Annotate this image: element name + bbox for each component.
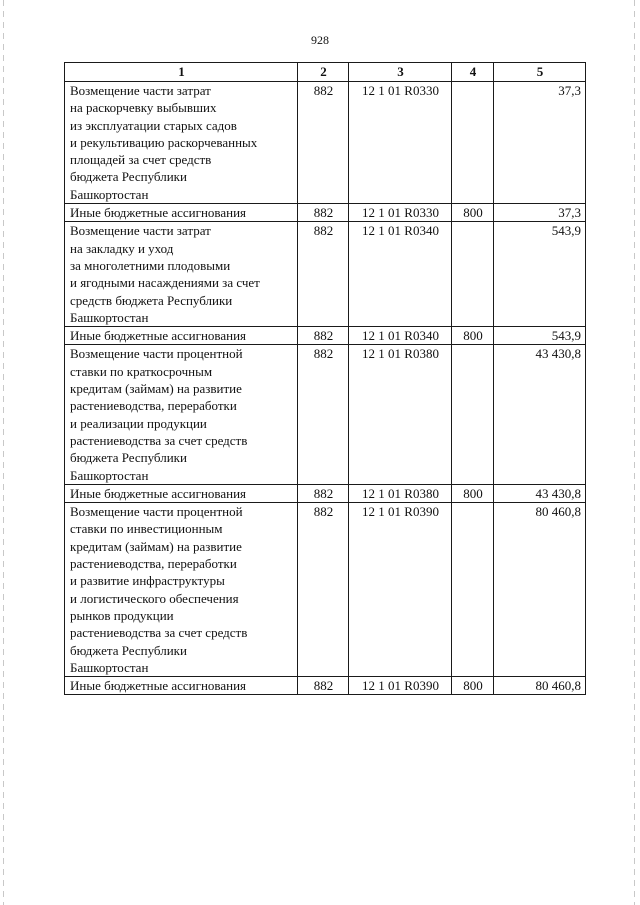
table-row [65,503,586,677]
row-target-article: 12 1 01 R0380 [349,484,452,502]
row-amount: 543,9 [494,327,586,345]
row-ministry-code: 882 [298,204,349,222]
row-target-article: 12 1 01 R0340 [349,222,452,327]
row-expense-type: 800 [452,327,494,345]
table-row [65,82,586,204]
right-scan-edge [634,0,635,905]
row-name: Иные бюджетные ассигнования [65,484,298,502]
row-ministry-code: 882 [298,345,349,484]
table-row [65,222,586,327]
row-amount: 543,9 [494,222,586,327]
page-number: 928 [311,33,329,47]
row-ministry-code: 882 [298,503,349,677]
row-ministry-code: 882 [298,327,349,345]
column-header-4: 4 [452,63,494,82]
table-row [65,327,586,345]
row-amount: 37,3 [494,204,586,222]
budget-table [64,62,586,695]
row-ministry-code: 882 [298,222,349,327]
row-ministry-code: 882 [298,484,349,502]
row-target-article: 12 1 01 R0390 [349,677,452,695]
row-amount: 80 460,8 [494,503,586,677]
row-ministry-code: 882 [298,677,349,695]
row-target-article: 12 1 01 R0340 [349,327,452,345]
row-expense-type [452,345,494,484]
header-row [65,63,586,82]
row-expense-type [452,503,494,677]
row-expense-type [452,82,494,204]
row-target-article: 12 1 01 R0330 [349,82,452,204]
row-name: Возмещение части процентной ставки по краткосрочным кредитам (займам) на развитие растениеводства, переработки и реализации продукции растениеводства за счет средств бюджета Республики Башкортостан [65,345,298,484]
column-header-2: 2 [298,63,349,82]
row-expense-type [452,222,494,327]
table-row [65,484,586,502]
row-name: Возмещение части затрат на раскорчевку выбывших из эксплуатации старых садов и рекультивацию раскорчеванных площадей за счет средств бюджета Республики Башкортостан [65,82,298,204]
left-scan-edge [3,0,4,905]
row-ministry-code: 882 [298,82,349,204]
column-header-1: 1 [65,63,298,82]
column-header-3: 3 [349,63,452,82]
row-target-article: 12 1 01 R0380 [349,345,452,484]
row-expense-type: 800 [452,204,494,222]
row-target-article: 12 1 01 R0330 [349,204,452,222]
table-row [65,204,586,222]
row-expense-type: 800 [452,484,494,502]
row-name: Иные бюджетные ассигнования [65,327,298,345]
row-name: Возмещение части затрат на закладку и уход за многолетними плодовыми и ягодными насаждениями за счет средств бюджета Республики Башкортостан [65,222,298,327]
row-amount: 43 430,8 [494,484,586,502]
row-expense-type: 800 [452,677,494,695]
row-target-article: 12 1 01 R0390 [349,503,452,677]
row-name: Возмещение части процентной ставки по инвестиционным кредитам (займам) на развитие растениеводства, переработки и развитие инфраструктуры и логистического обеспечения рынков продукции растениеводства за счет средств бюджета Республики Башкортостан [65,503,298,677]
row-amount: 80 460,8 [494,677,586,695]
row-name: Иные бюджетные ассигнования [65,204,298,222]
table-row [65,677,586,695]
column-header-5: 5 [494,63,586,82]
row-amount: 43 430,8 [494,345,586,484]
row-amount: 37,3 [494,82,586,204]
row-name: Иные бюджетные ассигнования [65,677,298,695]
table-row [65,345,586,484]
